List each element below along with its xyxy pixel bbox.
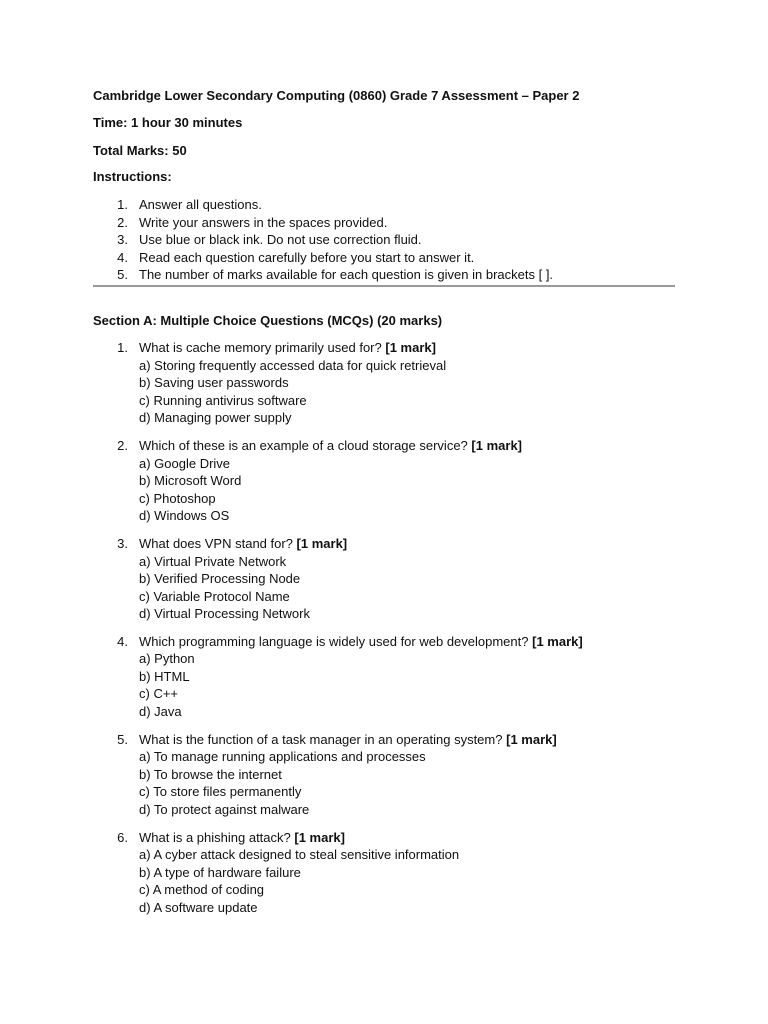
answer-option: d) Java <box>139 704 182 719</box>
answer-option: a) To manage running applications and processes <box>139 749 426 764</box>
list-text: Answer all questions. <box>139 197 262 212</box>
question-marks: [1 mark] <box>296 536 348 551</box>
answer-option: a) Virtual Private Network <box>139 554 287 569</box>
question-marks: [1 mark] <box>532 634 583 649</box>
list-number: 2. <box>117 215 128 230</box>
answer-option: a) Google Drive <box>139 456 231 471</box>
answer-option: b) A type of hardware failure <box>139 865 301 880</box>
question-stem: Which programming language is widely used for web development? <box>139 634 529 649</box>
question-stem: What is the function of a task manager in an operating system? <box>139 732 503 747</box>
instructions-heading: Instructions: <box>93 169 172 184</box>
answer-option: c) Photoshop <box>139 491 216 506</box>
question-text <box>139 830 345 846</box>
question-number: 2. <box>117 438 128 453</box>
question-number: 6. <box>117 830 128 845</box>
answer-option: b) Microsoft Word <box>139 473 242 488</box>
answer-option: a) A cyber attack designed to steal sensitive information <box>139 847 460 862</box>
total-marks: Total Marks: 50 <box>93 143 187 158</box>
question-number: 5. <box>117 732 128 747</box>
answer-option: a) Python <box>139 651 195 666</box>
list-number: 3. <box>117 232 128 247</box>
answer-option: b) Saving user passwords <box>139 375 289 390</box>
question-marks: [1 mark] <box>294 830 345 845</box>
time-allowed: Time: 1 hour 30 minutes <box>93 115 243 130</box>
answer-option: a) Storing frequently accessed data for quick retrieval <box>139 358 447 373</box>
question-marks: [1 mark] <box>506 732 557 747</box>
question-text <box>139 732 557 748</box>
answer-option: c) Running antivirus software <box>139 393 307 408</box>
list-number: 1. <box>117 197 128 212</box>
answer-option: c) Variable Protocol Name <box>139 589 290 604</box>
question-stem: Which of these is an example of a cloud storage service? <box>139 438 468 453</box>
horizontal-divider <box>93 285 675 287</box>
paper-title: Cambridge Lower Secondary Computing (0860) Grade 7 Assessment – Paper 2 <box>93 88 580 103</box>
question-text <box>139 340 436 356</box>
question-marks: [1 mark] <box>385 340 436 355</box>
answer-option: c) A method of coding <box>139 882 265 897</box>
question-text <box>139 438 522 454</box>
list-number: 4. <box>117 250 128 265</box>
question-text <box>139 634 583 650</box>
answer-option: c) To store files permanently <box>139 784 302 799</box>
question-marks: [1 mark] <box>471 438 522 453</box>
question-number: 1. <box>117 340 128 355</box>
list-text: The number of marks available for each question is given in brackets [ ]. <box>139 267 554 282</box>
question-stem: What is cache memory primarily used for? <box>139 340 382 355</box>
question-number: 3. <box>117 536 128 551</box>
answer-option: d) Managing power supply <box>139 410 292 425</box>
answer-option: b) To browse the internet <box>139 767 282 782</box>
question-number: 4. <box>117 634 128 649</box>
answer-option: d) A software update <box>139 900 258 915</box>
list-text: Read each question carefully before you start to answer it. <box>139 250 475 265</box>
question-stem: What does VPN stand for? <box>139 536 293 551</box>
answer-option: d) To protect against malware <box>139 802 310 817</box>
list-text: Use blue or black ink. Do not use correction fluid. <box>139 232 422 247</box>
answer-option: b) Verified Processing Node <box>139 571 301 586</box>
list-text: Write your answers in the spaces provided. <box>139 215 388 230</box>
answer-option: d) Virtual Processing Network <box>139 606 310 621</box>
answer-option: b) HTML <box>139 669 190 684</box>
answer-option: d) Windows OS <box>139 508 230 523</box>
answer-option: c) C++ <box>139 686 179 701</box>
section-heading: Section A: Multiple Choice Questions (MCQs) (20 marks) <box>93 313 443 328</box>
list-number: 5. <box>117 267 128 282</box>
question-text <box>139 536 347 552</box>
question-stem: What is a phishing attack? <box>139 830 291 845</box>
